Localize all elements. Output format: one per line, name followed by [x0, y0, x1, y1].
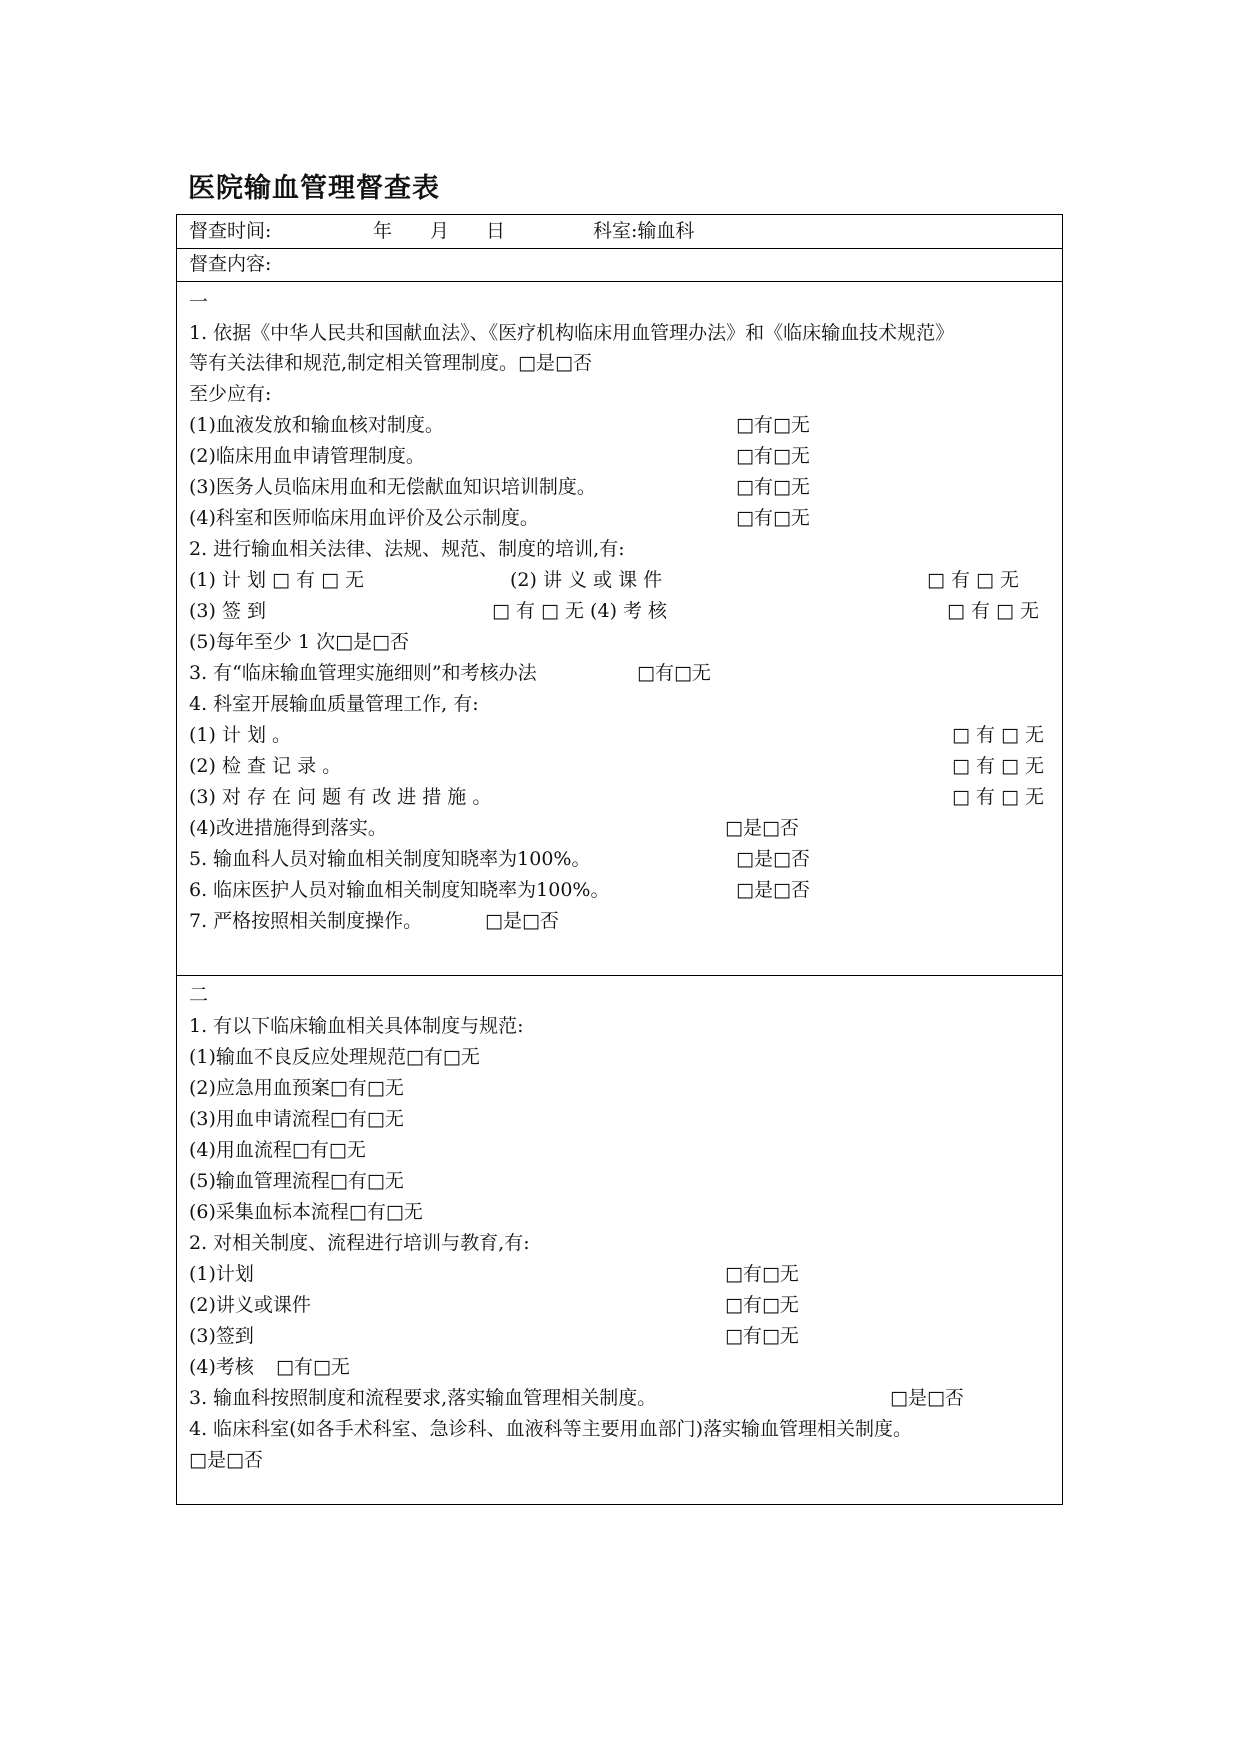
- checkbox-have-none[interactable]: □ 有 □ 无: [927, 569, 1020, 591]
- item-3-label: 3. 输血科按照制度和流程要求,落实输血管理相关制度。: [189, 1387, 657, 1409]
- item-1-line-1: 1. 依据《中华人民共和国献血法》、《医疗机构临床用血管理办法》和《临床输血技术规范》: [189, 322, 955, 344]
- department-label: 科室:输血科: [593, 220, 695, 242]
- inspection-content-label: 督查内容:: [189, 253, 272, 275]
- item-4-label: 4. 科室开展输血质量管理工作, 有:: [189, 693, 479, 715]
- sub-item-label: (4)改进措施得到落实。: [189, 817, 387, 839]
- item-1-label: 1. 有以下临床输血相关具体制度与规范:: [189, 1015, 524, 1037]
- item-4-label: 4. 临床科室(如各手术科室、急诊科、血液科等主要用血部门)落实输血管理相关制度。: [189, 1418, 912, 1440]
- item-6-label: 6. 临床医护人员对输血相关制度知晓率为100%。: [189, 879, 610, 901]
- checkbox-have-none[interactable]: □有□无: [736, 445, 810, 467]
- regulation-item[interactable]: (3)用血申请流程□有□无: [189, 1108, 404, 1130]
- regulation-item[interactable]: (5)输血管理流程□有□无: [189, 1170, 404, 1192]
- sub-item-label: (4)考核: [189, 1356, 254, 1378]
- row-divider: [177, 281, 1062, 282]
- checkbox-have-none[interactable]: □有□无: [736, 476, 810, 498]
- checkbox-have-none[interactable]: □ 有 □ 无: [952, 724, 1045, 746]
- item-1-line-2: 等有关法律和规范,制定相关管理制度。□是□否: [189, 352, 592, 374]
- regulation-item[interactable]: (2)应急用血预案□有□无: [189, 1077, 404, 1099]
- inspection-time-label: 督查时间:: [189, 220, 272, 242]
- at-least-label: 至少应有:: [189, 383, 272, 405]
- checkbox-have-none[interactable]: □有□无: [637, 662, 711, 684]
- item-2-handout: (2) 讲 义 或 课 件: [510, 569, 663, 591]
- checkbox-have-none[interactable]: □ 有 □ 无: [952, 755, 1045, 777]
- section-two-heading: 二: [189, 984, 209, 1006]
- item-2-plan[interactable]: (1) 计 划 □ 有 □ 无: [189, 569, 365, 591]
- regulation-item[interactable]: (4)用血流程□有□无: [189, 1139, 366, 1161]
- regulation-item[interactable]: (6)采集血标本流程□有□无: [189, 1201, 423, 1223]
- checkbox-yes-no[interactable]: □是□否: [890, 1387, 964, 1409]
- sub-item-label: (4)科室和医师临床用血评价及公示制度。: [189, 507, 539, 529]
- checkbox-have-none[interactable]: □有□无: [725, 1294, 799, 1316]
- sub-item-label: (1)计划: [189, 1263, 254, 1285]
- sub-item-label: (3) 对 存 在 问 题 有 改 进 措 施 。: [189, 786, 492, 808]
- checkbox-have-none[interactable]: □有□无: [276, 1356, 350, 1378]
- sub-item-label: (2)讲义或课件: [189, 1294, 311, 1316]
- item-2-annual[interactable]: (5)每年至少 1 次□是□否: [189, 631, 409, 653]
- checkbox-yes-no[interactable]: □是□否: [485, 910, 559, 932]
- item-5-label: 5. 输血科人员对输血相关制度知晓率为100%。: [189, 848, 591, 870]
- section-divider: [177, 975, 1062, 976]
- checkbox-have-none[interactable]: □有□无: [736, 507, 810, 529]
- section-one-heading: 一: [189, 291, 209, 313]
- regulation-item[interactable]: (1)输血不良反应处理规范□有□无: [189, 1046, 480, 1068]
- checkbox-have-none[interactable]: □有□无: [736, 414, 810, 436]
- checkbox-yes-no[interactable]: □是□否: [736, 848, 810, 870]
- month-label: 月: [430, 220, 450, 242]
- sub-item-label: (3)医务人员临床用血和无偿献血知识培训制度。: [189, 476, 596, 498]
- inspection-form-table: [176, 214, 1063, 1505]
- year-label: 年: [373, 220, 393, 242]
- sub-item-label: (3)签到: [189, 1325, 254, 1347]
- item-7-label: 7. 严格按照相关制度操作。: [189, 910, 423, 932]
- checkbox-yes-no[interactable]: □是□否: [189, 1449, 263, 1471]
- sub-item-label: (2) 检 查 记 录 。: [189, 755, 342, 777]
- checkbox-have-none[interactable]: □ 有 □ 无: [947, 600, 1040, 622]
- checkbox-have-none[interactable]: □有□无: [725, 1263, 799, 1285]
- item-2-sign-check[interactable]: □ 有 □ 无 (4) 考 核: [492, 600, 668, 622]
- day-label: 日: [486, 220, 506, 242]
- row-divider: [177, 248, 1062, 249]
- checkbox-yes-no[interactable]: □是□否: [725, 817, 799, 839]
- checkbox-yes-no[interactable]: □是□否: [736, 879, 810, 901]
- item-2-sign-in: (3) 签 到: [189, 600, 266, 622]
- sub-item-label: (1)血液发放和输血核对制度。: [189, 414, 444, 436]
- checkbox-have-none[interactable]: □ 有 □ 无: [952, 786, 1045, 808]
- sub-item-label: (1) 计 划 。: [189, 724, 292, 746]
- item-2-label: 2. 进行输血相关法律、法规、规范、制度的培训,有:: [189, 538, 625, 560]
- sub-item-label: (2)临床用血申请管理制度。: [189, 445, 425, 467]
- item-3-label: 3. 有“临床输血管理实施细则”和考核办法: [189, 662, 537, 684]
- page-title: 医院输血管理督查表: [188, 173, 440, 204]
- checkbox-have-none[interactable]: □有□无: [725, 1325, 799, 1347]
- item-2-label: 2. 对相关制度、流程进行培训与教育,有:: [189, 1232, 530, 1254]
